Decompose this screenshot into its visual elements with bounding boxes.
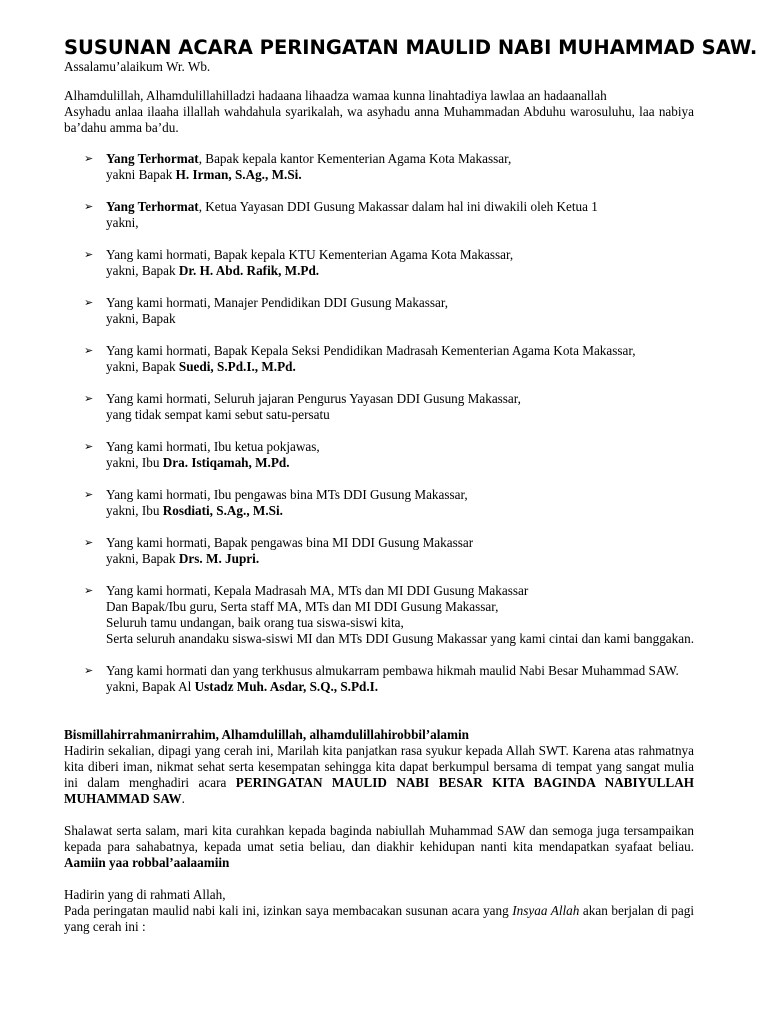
list-item — [64, 487, 694, 519]
list-item-text: , Ketua Yayasan DDI Gusung Makassar dalam hal ini diwakili oleh Ketua 1 — [198, 199, 598, 214]
paragraph-bold: PERINGATAN MAULID NABI BESAR KITA BAGINDA NABIYULLAH MUHAMMAD SAW — [64, 775, 694, 806]
list-item-name: Dra. Istiqamah, M.Pd. — [162, 455, 290, 470]
list-item — [64, 663, 694, 695]
arrow-bullet-icon: ➢ — [84, 200, 94, 213]
arrow-bullet-icon: ➢ — [84, 488, 94, 501]
paragraph-line: Hadirin yang di rahmati Allah, — [64, 887, 226, 902]
speech-section — [64, 727, 694, 935]
paragraph-text: Pada peringatan maulid nabi kali ini, izinkan saya membacakan susunan acara yang — [64, 903, 513, 918]
list-item-name: Rosdiati, S.Ag., M.Si. — [162, 503, 283, 518]
list-item-text: Yang kami hormati, Bapak Kepala Seksi Pendidikan Madrasah Kementerian Agama Kota Makassar, — [106, 343, 636, 358]
list-item-name: Suedi, S.Pd.I., M.Pd. — [178, 359, 296, 374]
list-item-text: Yang kami hormati, Bapak pengawas bina MI DDI Gusung Makassar — [106, 535, 474, 550]
opening-line-2: Asyhadu anlaa ilaaha illallah wahdahula syarikalah, wa asyhadu anna Muhammadan Abduhu warosuluhu, laa nabiya ba’dahu amma ba’du. — [64, 104, 694, 135]
document-title: SUSUNAN ACARA PERINGATAN MAULID NABI MUHAMMAD SAW. — [64, 36, 758, 59]
list-item — [64, 535, 694, 567]
paragraph-end: . — [181, 791, 185, 806]
paragraph-italic: Insyaa Allah — [512, 903, 580, 918]
arrow-bullet-icon: ➢ — [84, 584, 94, 597]
list-item-text: Yang kami hormati, Ibu ketua pokjawas, — [106, 439, 320, 454]
list-item-line2: Dan Bapak/Ibu guru, Serta staff MA, MTs dan MI DDI Gusung Makassar, — [106, 599, 499, 614]
list-item-text: Yang kami hormati, Manajer Pendidikan DDI Gusung Makassar, — [106, 295, 449, 310]
list-item-name: Drs. M. Jupri. — [178, 551, 260, 566]
paragraph-text: Hadirin sekalian, dipagi yang cerah ini, Marilah kita panjatkan rasa syukur kepada Allah SWT. Karena atas rahmatnya kita diberi iman, nikmat sehat serta kesempatan sehingga kita dapat berkumpul bersama di tempat yang sangat mulia ini dalam menghadiri acara — [64, 743, 694, 790]
list-item-line2: yakni, Ibu — [106, 455, 163, 470]
list-item — [64, 247, 694, 279]
list-item-line2: yakni, Bapak — [106, 263, 179, 278]
list-item-text: Yang kami hormati dan yang terkhusus almukarram pembawa hikmah maulid Nabi Besar Muhammad SAW. — [106, 663, 679, 678]
opening-paragraph — [64, 88, 694, 136]
list-item — [64, 343, 694, 375]
greeting-list — [64, 151, 694, 695]
list-item-text: , Bapak kepala kantor Kementerian Agama Kota Makassar, — [198, 151, 512, 166]
greeting: Assalamu’alaikum Wr. Wb. — [64, 59, 211, 74]
list-item-text: Yang kami hormati, Seluruh jajaran Pengurus Yayasan DDI Gusung Makassar, — [106, 391, 521, 406]
list-item-line4: Serta seluruh anandaku siswa-siswi MI dan MTs DDI Gusung Makassar yang kami cintai dan kami banggakan. — [106, 631, 694, 646]
arrow-bullet-icon: ➢ — [84, 296, 94, 309]
arrow-bullet-icon: ➢ — [84, 344, 94, 357]
list-item — [64, 583, 694, 647]
list-item-line2: yakni Bapak — [106, 167, 176, 182]
list-item-name: Dr. H. Abd. Rafik, M.Pd. — [178, 263, 320, 278]
paragraph-text: Shalawat serta salam, mari kita curahkan kepada baginda nabiullah Muhammad SAW dan semoga juga tersampaikan kepada para sahabatnya, kepada umat setia beliau, dan diakhir kehidupan nanti kita mendapatkan syafaat beliau. — [64, 823, 694, 854]
list-item-line3: Seluruh tamu undangan, baik orang tua siswa-siswi kita, — [106, 615, 404, 630]
list-item — [64, 439, 694, 471]
list-item — [64, 151, 694, 183]
list-item-text: Yang kami hormati, Ibu pengawas bina MTs DDI Gusung Makassar, — [106, 487, 468, 502]
arrow-bullet-icon: ➢ — [84, 440, 94, 453]
section-heading: Bismillahirrahmanirrahim, Alhamdulillah, alhamdulillahirobbil’alamin — [64, 727, 469, 742]
list-item-text: Yang kami hormati, Bapak kepala KTU Kementerian Agama Kota Makassar, — [106, 247, 514, 262]
list-item — [64, 391, 694, 423]
list-item-line2: yakni, Bapak — [106, 551, 179, 566]
arrow-bullet-icon: ➢ — [84, 536, 94, 549]
opening-line-1: Alhamdulillah, Alhamdulillahilladzi hadaana lihaadza wamaa kunna linahtadiya lawlaa an hadaanallah — [64, 88, 607, 103]
paragraph-bold: Aamiin yaa robbal’aalaamiin — [64, 855, 230, 870]
paragraph-end: akan berjalan di pagi yang cerah ini : — [64, 903, 694, 934]
arrow-bullet-icon: ➢ — [84, 152, 94, 165]
arrow-bullet-icon: ➢ — [84, 248, 94, 261]
list-item — [64, 295, 694, 327]
list-item-name: Ustadz Muh. Asdar, S.Q., S.Pd.I. — [194, 679, 379, 694]
list-item-line2: yakni, Bapak — [106, 359, 179, 374]
list-item-line2: yang tidak sempat kami sebut satu-persatu — [106, 407, 330, 422]
list-item-text: Yang kami hormati, Kepala Madrasah MA, MTs dan MI DDI Gusung Makassar — [106, 583, 529, 598]
arrow-bullet-icon: ➢ — [84, 664, 94, 677]
list-item-line2: yakni, — [106, 215, 139, 230]
list-item-bold: Yang Terhormat — [106, 199, 199, 214]
list-item-line2: yakni, Bapak — [106, 311, 176, 326]
list-item — [64, 199, 694, 231]
list-item-line2: yakni, Bapak Al — [106, 679, 195, 694]
list-item-name: H. Irman, S.Ag., M.Si. — [175, 167, 302, 182]
arrow-bullet-icon: ➢ — [84, 392, 94, 405]
list-item-line2: yakni, Ibu — [106, 503, 163, 518]
list-item-bold: Yang Terhormat — [106, 151, 199, 166]
